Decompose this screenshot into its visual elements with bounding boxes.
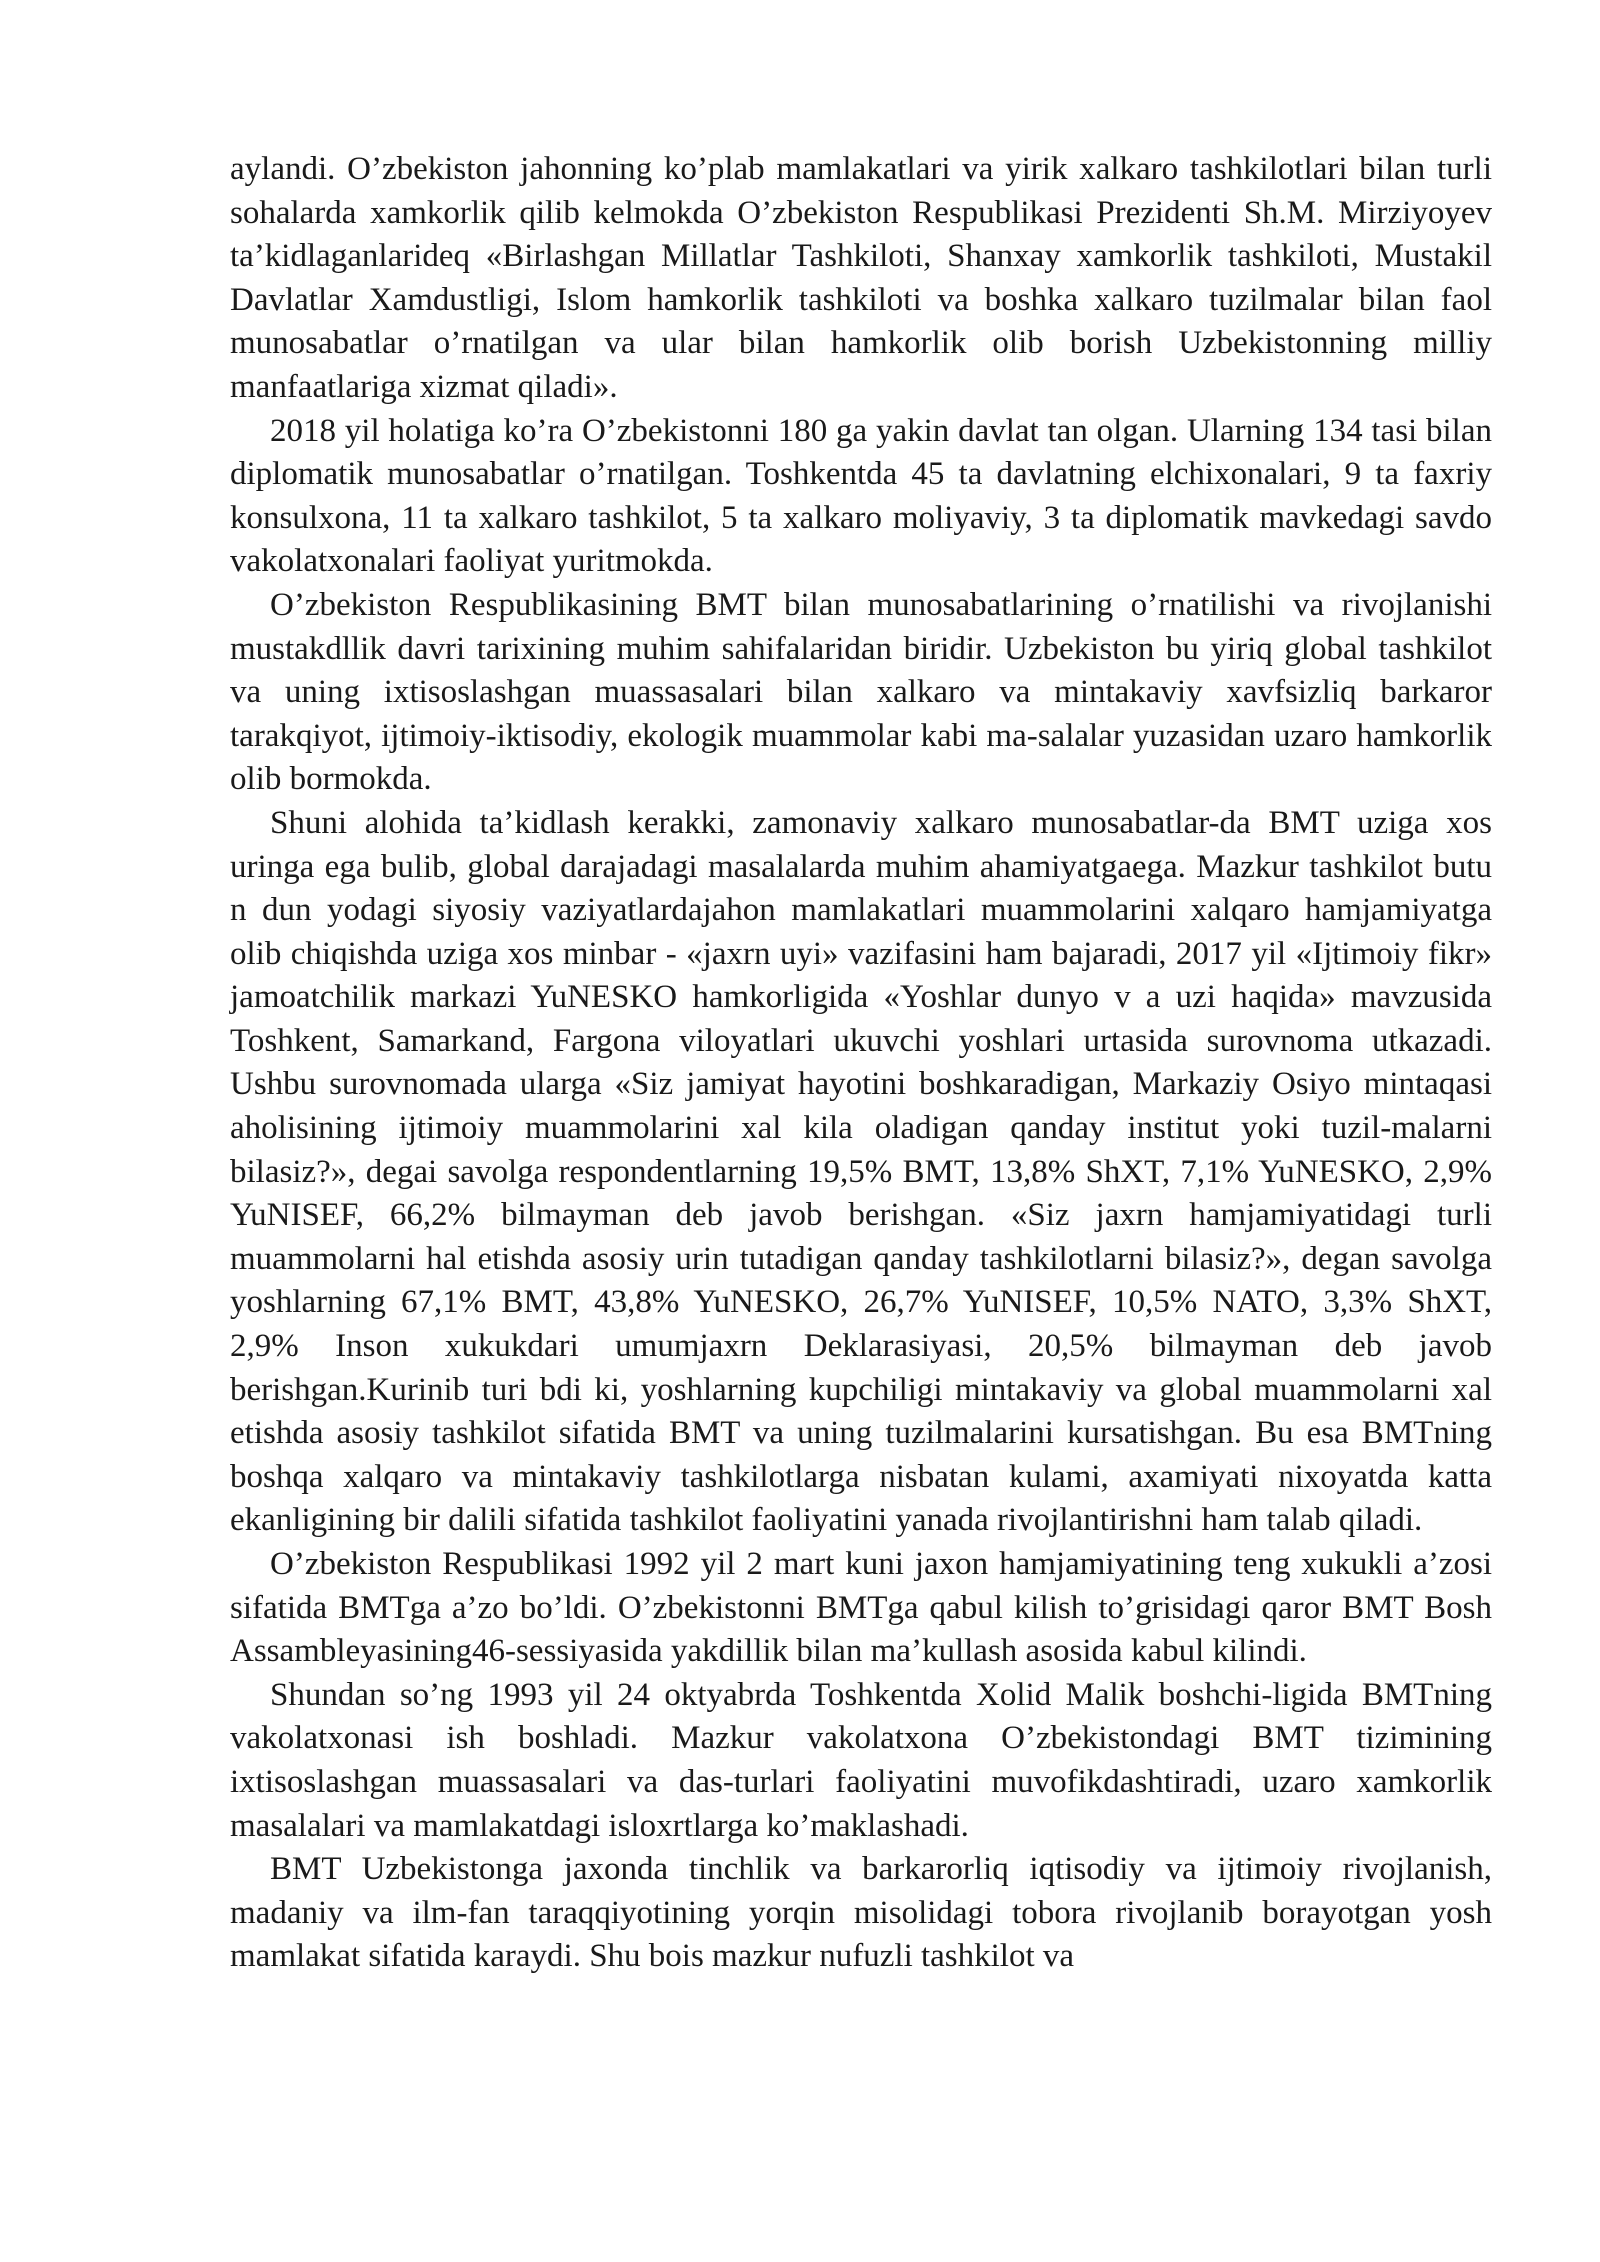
paragraph-3: O’zbekiston Respublikasining BMT bilan munosabatlarining o’rnatilishi va rivojlanishi mustakdllik davri tarixining muhim sahifalaridan biridir. Uzbekiston bu yiriq global tashkilot va uning ixtisoslashgan muassasalari bilan xalkaro va mintakaviy xavfsizliq barkaror tarakqiyot, ijtimoiy-iktisodiy, ekologik muammolar kabi ma-salalar yuzasidan uzaro hamkorlik olib bormokda. bbox=[230, 586, 1492, 798]
paragraph-5: O’zbekiston Respublikasi 1992 yil 2 mart kuni jaxon hamjamiyatining teng xukukli a’zosi sifatida BMTga a’zo bo’ldi. O’zbekistonni BMTga qabul kilish to’grisidagi qaror BMT Bosh Assambleyasining46-sessiyasida yakdillik bilan ma’kullash asosida kabul kilindi. bbox=[230, 1546, 1492, 1670]
paragraph-1: aylandi. O’zbekiston jahonning ko’plab mamlakatlari va yirik xalkaro tashkilotlari bilan turli sohalarda xamkorlik qilib kelmokda O’zbekiston Respublikasi Prezidenti Sh.M. Mirziyoyev ta’kidlaganlarideq «Birlashgan Millatlar Tashkiloti, Shanxay xamkorlik tashkiloti, Mustakil Davlatlar Xamdustligi, Islom hamkorlik tashkiloti va boshka xalkaro tuzilmalar bilan faol munosabatlar o’rnatilgan va ular bilan hamkorlik olib borish Uzbekistonning milliy manfaatlariga xizmat qiladi». bbox=[230, 151, 1492, 405]
document-body bbox=[230, 148, 1492, 1979]
paragraph-2: 2018 yil holatiga ko’ra O’zbekistonni 180 ga yakin davlat tan olgan. Ularning 134 tasi bilan diplomatik munosabatlar o’rnatilgan. Toshkentda 45 ta davlatning elchixonalari, 9 ta faxriy konsulxona, 11 ta xalkaro tashkilot, 5 ta xalkaro moliyaviy, 3 ta diplomatik mavkedagi savdo vakolatxonalari faoliyat yuritmokda. bbox=[230, 412, 1492, 580]
paragraph-4: Shuni alohida ta’kidlash kerakki, zamonaviy xalkaro munosabatlar-da BMT uziga xos uringa ega bulib, global darajadagi masalalarda muhim ahamiyatgaega. Mazkur tashkilot butu n dun yodagi siyosiy vaziyatlardajahon mamlakatlari muammolarini xalqaro hamjamiyatga olib chiqishda uziga xos minbar - «jaxrn uyi» vazifasini ham bajaradi, 2017 yil «Ijtimoiy fikr» jamoatchilik markazi YuNESKO hamkorligida «Yoshlar dunyo v a uzi haqida» mavzusida Toshkent, Samarkand, Fargona viloyatlari ukuvchi yoshlari urtasida surovnoma utkazadi. Ushbu surovnomada ularga «Siz jamiyat hayotini boshkaradigan, Markaziy Osiyo mintaqasi aholisining ijtimoiy muammolarini xal kila oladigan qanday institut yoki tuzil-malarni bilasiz?», degai savolga respondentlarning 19,5% BMT, 13,8% ShXT, 7,1% YuNESKO, 2,9% YuNISEF, 66,2% bilmayman deb javob berishgan. «Siz jaxrn hamjamiyatidagi turli muammolarni hal etishda asosiy urin tutadigan qanday tashkilotlarni bilasiz?», degan savolga yoshlarning 67,1% BMT, 43,8% YuNESKO, 26,7% YuNISEF, 10,5% NATO, 3,3% ShXT, 2,9% Inson xukukdari umumjaxrn Deklarasiyasi, 20,5% bilmayman deb javob berishgan.Kurinib turi bdi ki, yoshlarning kupchiligi mintakaviy va global muammolarni xal etishda asosiy tashkilot sifatida BMT va uning tuzilmalarini kursatishgan. Bu esa BMTning boshqa xalqaro va mintakaviy tashkilotlarga nisbatan kulami, axamiyati nixoyatda katta ekanligining bir dalili sifatida tashkilot faoliyatini yanada rivojlantirishni ham talab qiladi. bbox=[230, 804, 1492, 1539]
paragraph-6: Shundan so’ng 1993 yil 24 oktyabrda Toshkentda Xolid Malik boshchi-ligida BMTning vakolatxonasi ish boshladi. Mazkur vakolatxona O’zbekistondagi BMT tizimining ixtisoslashgan muassasalari va das-turlari faoliyatini muvofikdashtiradi, uzaro xamkorlik masalalari va mamlakatdagi isloxrtlarga ko’maklashadi. bbox=[230, 1676, 1492, 1844]
paragraph-7: BMT Uzbekistonga jaxonda tinchlik va barkarorliq iqtisodiy va ijtimoiy rivojlanish, madaniy va ilm-fan taraqqiyotining yorqin misolidagi tobora rivojlanib borayotgan yosh mamlakat sifatida karaydi. Shu bois mazkur nufuzli tashkilot va bbox=[230, 1851, 1492, 1975]
